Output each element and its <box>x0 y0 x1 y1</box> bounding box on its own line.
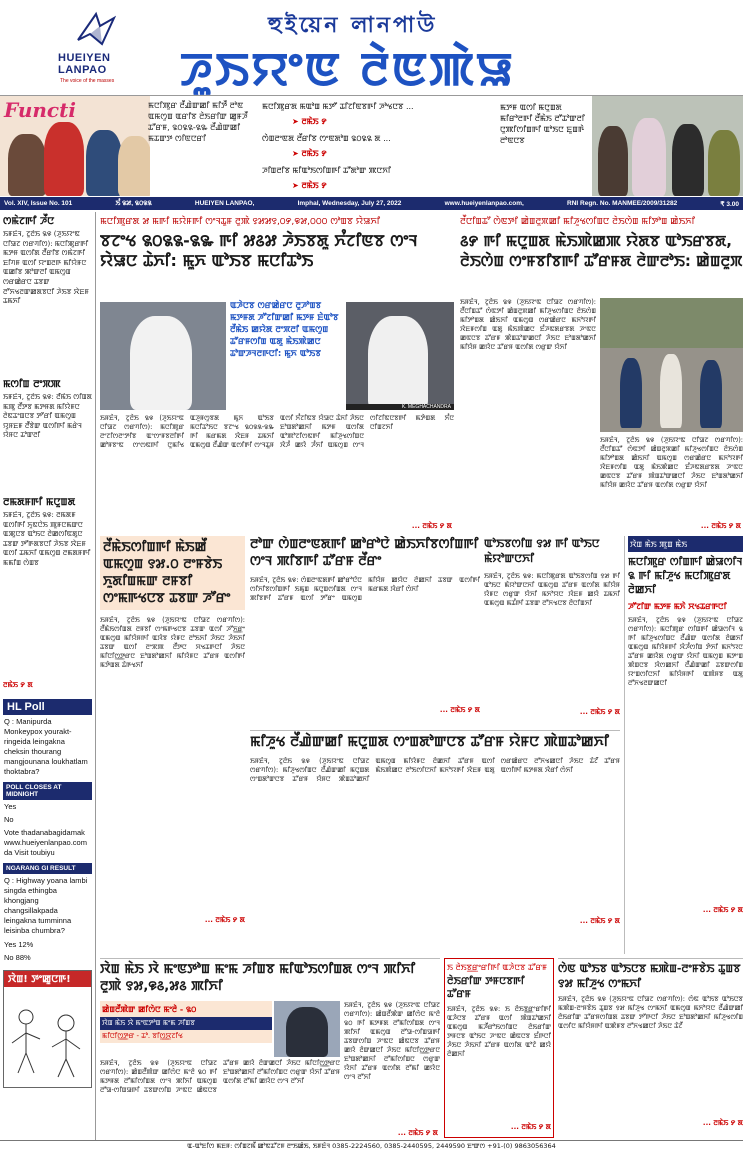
article-graduates[interactable] <box>558 958 743 1138</box>
issue-number: Vol. XIV, Issue No. 101 <box>4 200 73 207</box>
ngarang-result-title: NGARANG GI RESULT <box>3 863 92 874</box>
article-budget-kicker: ꯃꯅꯤꯄꯨꯔꯗ ꯷ ꯃꯒꯤ ꯃꯌꯥꯝꯒꯤ ꯁꯦꯜꯊꯨꯝ ꯂꯨꯄꯥ ꯱꯷꯷꯱,꯰꯸,꯶꯷,꯰꯰꯰ ꯁꯣꯡꯕ ꯌꯥꯎꯈꯤ <box>100 217 381 227</box>
article-state-headline: ꯃꯤꯍꯨꯠ ꯂꯩꯉꯥꯛꯀꯤ ꯃꯅꯨꯡꯗ ꯁꯦꯡꯗꯣꯛꯅꯕ ꯊꯧꯔꯝ ꯌꯥꯝꯅ ꯄꯥꯡꯊꯣꯀꯈꯤ <box>250 734 609 750</box>
article-council-headline: ꯃꯅꯤꯄꯨꯔ ꯁꯤꯡꯒꯤ ꯀꯥꯎꯁꯤꯜ ꯲ ꯒꯤ ꯃꯤꯍꯨꯠ ꯃꯅꯤꯄꯨꯔꯗ ꯂꯥꯀꯈꯤ <box>628 556 743 596</box>
article-kisan-more[interactable]: ... ꯂꯃꯥꯏ ꯸ ꯗ <box>397 1129 438 1137</box>
bird-logo-icon <box>76 10 116 50</box>
article-kanglup-headline: ꯴꯸ ꯒꯤ ꯃꯅꯨꯡꯗ ꯃꯥꯏꯄꯥꯀꯄ ꯌꯥꯗꯕ ꯑꯣꯏꯔꯕꯗ, ꯂꯥꯏꯁꯥꯡ ꯁꯦꯝꯕꯤꯕꯒꯤ ꯊꯧꯔꯝꯗ ꯂꯥꯛꯂꯣꯏ: ꯀꯥꯡꯂꯨꯞ <box>460 232 743 270</box>
article-roads[interactable] <box>100 536 245 954</box>
price: ₹ 3.00 <box>720 200 739 208</box>
article-covid-headline: ꯂꯣꯛ ꯁꯥꯡꯂꯦꯟꯗꯒꯤ ꯀꯣꯔꯣꯅꯥ ꯀꯥꯏꯈꯤꯕꯁꯤꯡꯒꯤ ꯁꯦꯜ ꯄꯤꯕꯒꯤ ꯊꯧꯔꯝ ꯂꯩꯔꯦ <box>250 537 479 569</box>
article-elibrary-more[interactable]: ... ꯂꯃꯥꯏ ꯸ ꯗ <box>510 1123 551 1131</box>
logo[interactable] <box>58 10 128 88</box>
article-budget-headline: ꯕꯖꯦꯠ ꯲꯰꯲꯲-꯲꯳ ꯒꯤ ꯷꯴꯷ ꯍꯥꯏꯕꯗꯨ ꯈꯪꯖꯤꯟꯕ ꯁꯦꯜ ꯌꯥꯎꯅ ꯊꯥꯈꯤ: ꯃꯨꯈ ꯑꯣꯏꯕ ꯃꯅꯤꯊꯣꯏ <box>100 231 418 270</box>
article-elibrary-kicker: ꯏ ꯂꯥꯏꯕ꯭ꯔꯦꯔꯤꯒꯤ ꯑꯍꯥꯅꯕ ꯊꯧꯔꯝ <box>447 963 548 972</box>
brief-3-heading[interactable]: ꯂꯃꯗꯝꯒꯤ ꯃꯅꯨꯡꯗ <box>3 497 76 508</box>
article-roads-headline: ꯂꯩꯃꯥꯏꯁꯤꯡꯒꯤ ꯃꯥꯏꯀꯩ ꯑꯃꯁꯨꯡ ꯱꯷.꯰ ꯂꯦꯝꯕꯥꯏ ꯈꯨꯗꯤꯡꯃꯛ ꯂꯝꯕꯤ ꯁꯦꯃꯒꯠꯅꯕ ꯊꯕꯛ ꯍꯧꯔꯦ <box>100 536 245 610</box>
section-label: Functi <box>4 98 76 122</box>
article-roads-body: ꯏꯝꯐꯥꯜ, ꯖꯨꯂꯥꯏ ꯲꯶ (ꯍꯨꯏꯌꯦꯟ ꯅꯤꯎꯖ ꯁꯔꯚꯤꯁ): ꯂꯩꯃꯥꯏꯁꯤꯡꯗ ꯂꯝꯕꯤ ꯁꯦꯃꯒꯠꯅꯕ ꯊꯕꯛ ꯑꯁꯤ ꯍꯧꯈ꯭ꯔꯦ ꯑꯃꯁꯨꯡ ꯃꯤꯌꯥꯝꯒꯤ ꯑꯋꯥꯕ ꯌꯥꯝꯅ ꯂꯣꯏꯈꯤ ꯍꯥꯏꯅ ꯍꯥꯏꯈꯤ ꯊꯕꯛ ꯑꯁꯤ ꯂꯦꯞꯄ ꯂꯩꯇꯅ ꯆꯠꯊꯒꯅꯤ ꯍꯥꯏꯅ ꯃꯤꯅꯤꯁ꯭ꯇꯔꯅ ꯐꯣꯡꯗꯣꯀꯈꯤ ꯃꯤꯌꯥꯝꯅ ꯊꯧꯔꯝ ꯑꯁꯤꯒꯤ ꯃꯇꯥꯡꯗ ꯊꯥꯒꯠꯈꯤ <box>100 616 245 669</box>
poll-vote-note[interactable]: Vote thadanabagidamak www.hueiyenlanpao.com da Visit toubiyu <box>4 827 87 857</box>
hl-poll <box>3 699 92 964</box>
poll-title: HL Poll <box>3 699 92 715</box>
article-elibrary-body: ꯏꯝꯐꯥꯜ, ꯖꯨꯂꯥꯏ ꯲꯶: ꯏ ꯂꯥꯏꯕ꯭ꯔꯦꯔꯤꯒꯤ ꯑꯍꯥꯅꯕ ꯊꯧꯔꯝ ꯑꯁꯤ ꯄꯥꯡꯊꯣꯀꯈꯤ ꯑꯃꯁꯨꯡ ꯃꯍꯩꯔꯣꯏꯁꯤꯡꯅ ꯂꯥꯏꯔꯤꯛ ꯇꯝꯅꯕ ꯑꯣꯏꯅ ꯍꯦꯟꯅ ꯀꯥꯟꯅꯕ ꯐꯪꯒꯅꯤ ꯍꯥꯏꯅ ꯍꯥꯏꯈꯤ ꯊꯧꯔꯝ ꯑꯁꯤꯗ ꯑꯣꯖꯥ ꯀꯌꯥ ꯂꯥꯀꯈꯤ <box>447 1005 551 1058</box>
masthead <box>0 0 743 96</box>
brief-3-text: ꯏꯝꯐꯥꯜ, ꯖꯨꯂꯥꯏ ꯲꯶: ꯂꯃꯗꯝ ꯑꯁꯤꯒꯤ ꯈꯨꯟꯅꯥꯏ ꯄꯨꯝꯅꯃꯛꯅ ꯑꯄꯨꯅꯕ ꯑꯣꯏꯅ ꯂꯥꯀꯁꯤꯟꯗꯨꯅ ꯊꯕꯛ ꯇꯧꯒꯗꯕꯅꯤ ꯍꯥꯏꯕ ꯋꯥꯐꯝ ꯑꯁꯤ ꯊꯃꯈꯤ ꯑꯃꯁꯨꯡ ꯂꯃꯗꯝꯒꯤ ꯃꯃꯤꯡ ꯁꯥꯡꯕ <box>3 511 91 567</box>
kisan-mela-author: ꯃꯤꯅꯤꯁ꯭ꯇꯔ - ꯊꯣ. ꯕꯤꯁ꯭ꯋꯖꯤꯠ <box>100 1030 272 1043</box>
article-covid[interactable] <box>250 536 480 726</box>
cm-photo[interactable] <box>100 302 226 410</box>
issue-date-meitei: ꯏꯪ ꯲꯷, ꯲꯰꯲꯲ <box>115 200 152 207</box>
article-graduates-more[interactable]: ... ꯂꯃꯥꯏ ꯸ ꯗ <box>702 1119 743 1127</box>
brief-2-heading[interactable]: ꯃꯁꯤꯡ ꯂꯦꯞꯄ <box>3 379 61 390</box>
ngarang-no: No 88% <box>4 952 31 962</box>
article-seventeen-body: ꯏꯝꯐꯥꯜ, ꯖꯨꯂꯥꯏ ꯲꯶: ꯃꯅꯤꯄꯨꯔꯗ ꯑꯣꯏꯕꯁꯤꯡ ꯱꯷ ꯒꯤ ꯑꯣꯏꯅ ꯃꯥꯌꯣꯛꯅꯈꯤ ꯑꯃꯁꯨꯡ ꯊꯧꯔꯝ ꯑꯁꯤꯗ ꯃꯤꯌꯥꯝ ꯌꯥꯝꯅ ꯁꯔꯨꯛ ꯌꯥꯈꯤ ꯃꯈꯣꯌꯅ ꯋꯥꯐꯝ ꯀꯌꯥ ꯊꯃꯈꯤ ꯑꯃꯁꯨꯡ ꯃꯊꯪꯒꯤ ꯊꯕꯛ ꯂꯧꯈꯠꯅꯕ ꯂꯥꯅꯤꯡꯈꯤ <box>484 572 620 607</box>
article-budget-body: ꯏꯝꯐꯥꯜ, ꯖꯨꯂꯥꯏ ꯲꯶ (ꯍꯨꯏꯌꯦꯟ ꯅꯤꯎꯖ ꯁꯔꯚꯤꯁ): ꯃꯅꯤꯄꯨꯔ ꯂꯦꯖꯤꯁꯂꯦꯇꯤꯕ ꯑꯦꯁꯦꯝꯕꯂꯤꯒꯤ ꯀꯣꯝꯕꯦꯟ ꯁꯦꯁꯟꯒꯤ ꯅꯨꯃꯤꯠ ꯑꯍꯨꯝꯁꯨꯕꯗ ꯃꯨꯈ ꯑꯣꯏꯕ ꯃꯅꯤꯊꯣꯏꯅ ꯕꯖꯦꯠ ꯲꯰꯲꯲-꯲꯳ ꯒꯤ ꯃꯔꯃꯗ ꯋꯥꯐꯝ ꯊꯃꯈꯤ ꯑꯃꯁꯨꯡ ꯂꯩꯉꯥꯛ ꯑꯁꯤꯒꯤ ꯁꯦꯜꯊꯨꯝ ꯑꯁꯤ ꯈꯪꯖꯤꯟꯕ ꯌꯥꯎꯅ ꯊꯥꯈꯤ ꯍꯥꯏꯅ ꯐꯣꯡꯗꯣꯀꯈꯤ ꯃꯇꯝ ꯑꯁꯤꯗ ꯑꯣꯄꯣꯖꯤꯁꯟꯒꯤ ꯃꯤꯍꯨꯠꯁꯤꯡꯅ ꯋꯥꯍꯪ ꯀꯌꯥ ꯍꯪꯈꯤ ꯑꯃꯁꯨꯡ ꯁꯦꯜ ꯁꯤꯖꯤꯟꯅꯕꯒꯤ ꯃꯇꯥꯡꯗ ꯈꯪꯅ ꯅꯤꯡꯖꯈꯤ <box>100 414 454 449</box>
strip-left-text: ꯃꯅꯤꯄꯨꯔ ꯂꯩꯉꯥꯛꯀꯤ ꯃꯤꯇꯩ ꯂꯣꯟ ꯑꯃꯁꯨꯡ ꯑꯔꯤꯕ ꯂꯥꯏꯔꯤꯛ ꯀꯨꯝꯍꯩ ꯊꯧꯔꯝ, ꯲꯰꯲꯲-꯲꯳ ꯂꯩꯉꯥꯛꯀꯤ ꯃꯊꯛꯇ ꯁꯤꯟꯅꯔꯤ <box>148 101 248 143</box>
article-council[interactable] <box>624 536 743 954</box>
article-kanglup[interactable] <box>460 214 743 532</box>
rni-number: RNI Regn. No. MANMEE/2009/31282 <box>567 200 678 207</box>
brief-1-heading[interactable]: ꯁꯃꯥꯖꯒꯤ ꯍꯩꯅ <box>3 216 55 227</box>
author-photo[interactable] <box>274 1001 340 1057</box>
paper-name: HUEIYEN LANPAO, <box>194 200 255 207</box>
logo-line1: HUEIYEN <box>58 52 111 64</box>
article-kisan-headline: ꯋꯥꯡ ꯃꯥꯏ ꯋꯥ ꯃꯦꯟꯇꯣꯡ ꯃꯦꯃ ꯍꯤꯡꯕ ꯃꯤꯑꯣꯏꯁꯤꯡꯗ ꯁꯦꯜ ꯄꯤꯈꯤ ꯂꯨꯄꯥ ꯱꯷,꯶꯴,꯷꯴ ꯄꯤꯈꯤ <box>100 962 416 994</box>
issue-info-bar <box>0 197 743 210</box>
logo-line2: LANPAO <box>58 64 107 76</box>
website-link[interactable]: www.hueiyenlanpao.com, <box>444 200 524 207</box>
poll-closes-banner: POLL CLOSES AT MIDNIGHT <box>3 782 92 800</box>
minister-photo[interactable] <box>346 302 454 410</box>
strip-right-text: ꯃꯇꯝ ꯑꯁꯤ ꯃꯅꯨꯡꯗ ꯃꯤꯔꯣꯂꯒꯤ ꯂꯩꯃꯥꯏ ꯂꯧꯊꯣꯛꯂꯤ ꯅꯨꯄꯤꯁꯤꯡꯒꯤ ꯑꯣꯏꯅ ꯐꯨꯡꯒꯥ ꯂꯣꯟꯅꯕ <box>500 103 585 145</box>
ngarang-yes: Yes 12% <box>4 939 34 949</box>
article-kisan-body-2: ꯏꯝꯐꯥꯜ, ꯖꯨꯂꯥꯏ ꯲꯶ (ꯍꯨꯏꯌꯦꯟ ꯅꯤꯎꯖ ꯁꯔꯚꯤꯁ): ꯀꯥꯡꯂꯩꯄꯥꯛ ꯀꯤꯁꯥꯅ ꯃꯦꯂꯥ ꯲꯰ ꯒꯤ ꯃꯇꯝꯗ ꯂꯧꯃꯤꯁꯤꯡꯗ ꯁꯦꯜ ꯄꯤꯈꯤ ꯑꯃꯁꯨꯡ ꯂꯧꯎ-ꯁꯤꯡꯎꯒꯤ ꯊꯕꯛꯁꯤꯡ ꯍꯦꯟꯅ ꯀꯥꯟꯅꯕ ꯊꯧꯔꯝ ꯀꯌꯥ ꯂꯥꯛꯀꯅꯤ ꯍꯥꯏꯅ ꯃꯤꯅꯤꯁ꯭ꯇꯔꯅ ꯐꯣꯡꯗꯣꯀꯈꯤ ꯂꯧꯃꯤꯁꯤꯡꯅ ꯁꯔꯨꯛ ꯌꯥꯈꯤ ꯊꯧꯔꯝ ꯑꯁꯤꯗ ꯂꯧꯃꯤ ꯀꯌꯥꯅ ꯁꯦꯜ ꯂꯧꯈꯤ <box>344 1001 440 1081</box>
article-kisan-body: ꯏꯝꯐꯥꯜ, ꯖꯨꯂꯥꯏ ꯲꯶ (ꯍꯨꯏꯌꯦꯟ ꯅꯤꯎꯖ ꯁꯔꯚꯤꯁ): ꯀꯥꯡꯂꯩꯄꯥꯛ ꯀꯤꯁꯥꯅ ꯃꯦꯂꯥ ꯲꯰ ꯒꯤ ꯃꯇꯝꯗ ꯂꯧꯃꯤꯁꯤꯡꯗ ꯁꯦꯜ ꯄꯤꯈꯤ ꯑꯃꯁꯨꯡ ꯂꯧꯎ-ꯁꯤꯡꯎꯒꯤ ꯊꯕꯛꯁꯤꯡ ꯍꯦꯟꯅ ꯀꯥꯟꯅꯕ ꯊꯧꯔꯝ ꯀꯌꯥ ꯂꯥꯛꯀꯅꯤ ꯍꯥꯏꯅ ꯃꯤꯅꯤꯁ꯭ꯇꯔꯅ ꯐꯣꯡꯗꯣꯀꯈꯤ ꯂꯧꯃꯤꯁꯤꯡꯅ ꯁꯔꯨꯛ ꯌꯥꯈꯤ ꯊꯧꯔꯝ ꯑꯁꯤꯗ ꯂꯧꯃꯤ ꯀꯌꯥꯅ ꯁꯦꯜ ꯂꯧꯈꯤ <box>100 1059 340 1094</box>
article-council-kicker: ꯋꯥꯡ ꯃꯥꯏ ꯄꯨꯡ ꯃꯥꯏ <box>628 536 743 552</box>
teaser-1[interactable]: ꯃꯅꯤꯄꯨꯔꯗ ꯃꯑꯣꯡ ꯃꯇꯧ ꯊꯤꯖꯤꯟꯕꯒꯤ ꯍꯣꯠꯅꯕ ... ➤ ꯂꯃꯥꯏ ꯸ <box>262 102 414 126</box>
article-seventeen[interactable] <box>484 536 620 726</box>
minister-caption: K. MEGHACHANDRA <box>346 404 454 410</box>
place-date: Imphal, Wednesday, July 27, 2022 <box>297 200 402 207</box>
left-column <box>0 212 96 1140</box>
article-covid-more[interactable]: ... ꯂꯃꯥꯏ ꯸ ꯗ <box>439 706 480 714</box>
article-roads-more[interactable]: ... ꯂꯃꯥꯏ ꯸ ꯗ <box>204 916 245 924</box>
protest-photo[interactable] <box>592 96 743 196</box>
article-kisan[interactable] <box>100 958 440 1138</box>
poll-question: Q : Manipurda Monkeypox yourakt-ringeida leingakna cheksin thourang mangjounana loukhatlam thoktabra? <box>4 716 88 776</box>
cartoon-title: ꯋꯥꯡ! ꯇꯦꯀꯨꯅꯒ! <box>4 971 91 987</box>
article-elibrary[interactable] <box>444 958 554 1138</box>
kisan-mela-box <box>100 1001 272 1051</box>
ngarang-question: Q : Highway yoana lambi singda ethingba khongjang changsillakpada leingakna tumminna leisinba chumbra? <box>4 875 88 935</box>
article-council-more[interactable]: ... ꯂꯃꯥꯏ ꯸ ꯗ <box>702 906 743 914</box>
article-seventeen-headline: ꯑꯣꯏꯕꯁꯤꯡ ꯱꯷ ꯒꯤ ꯑꯣꯏꯅ ꯃꯥꯌꯣꯛꯅꯈꯤ <box>484 537 600 565</box>
poll-no-option[interactable]: No <box>4 814 14 824</box>
cartoon-drawing-icon <box>4 987 92 1085</box>
kisan-mela-sub: ꯋꯥꯡ ꯃꯥꯏ ꯋꯥ ꯃꯦꯟꯇꯣꯡ ꯃꯦꯃ ꯍꯤꯡꯕ <box>100 1017 272 1030</box>
article-elibrary-headline: ꯂꯥꯏꯔꯤꯛ ꯇꯝꯅꯕꯒꯤ ꯊꯧꯔꯝ <box>447 976 525 1000</box>
article-covid-body: ꯏꯝꯐꯥꯜ, ꯖꯨꯂꯥꯏ ꯲꯶: ꯁꯥꯡꯂꯦꯟꯗꯒꯤ ꯀꯣꯔꯣꯅꯥꯅ ꯁꯤꯈꯤꯕꯁꯤꯡꯒꯤ ꯏꯃꯨꯡ ꯃꯅꯨꯡꯁꯤꯡꯗ ꯁꯦꯜ ꯄꯤꯕꯒꯤ ꯊꯧꯔꯝ ꯑꯁꯤ ꯇꯧꯔꯦ ꯑꯃꯁꯨꯡ ꯃꯤꯌꯥꯝ ꯀꯌꯥꯅ ꯂꯥꯀꯈꯤ ꯊꯕꯛ ꯑꯁꯤꯒꯤ ꯃꯔꯃꯗ ꯋꯥꯔꯤ ꯁꯥꯈꯤ <box>250 576 480 602</box>
article-graduates-headline: ꯁꯥꯟ ꯑꯣꯏꯕ ꯑꯣꯏꯅꯕ ꯃꯄꯥꯡ-ꯂꯦꯝꯕꯥꯏ ꯊꯨꯡꯕ ꯱꯷ ꯃꯤꯍꯨꯠ ꯁꯦꯃꯈꯤ <box>558 962 741 990</box>
top-strip <box>0 95 743 195</box>
teaser-2[interactable]: ꯁꯥꯡꯂꯦꯟꯗ ꯂꯩꯔꯤꯕ ꯁꯦꯟꯗꯣꯡ ꯲꯰꯲꯲ ꯗ ... ➤ ꯂꯃꯥꯏ ꯸ <box>262 134 391 158</box>
article-state-more[interactable]: ... ꯂꯃꯥꯏ ꯸ ꯗ <box>579 917 620 925</box>
crowd-photo[interactable] <box>600 298 743 432</box>
article-council-body: ꯏꯝꯐꯥꯜ, ꯖꯨꯂꯥꯏ ꯲꯶ (ꯍꯨꯏꯌꯦꯟ ꯅꯤꯎꯖ ꯁꯔꯚꯤꯁ): ꯃꯅꯤꯄꯨꯔ ꯁꯤꯡꯒꯤ ꯀꯥꯎꯁꯤꯜ ꯲ ꯒꯤ ꯃꯤꯍꯨꯠꯁꯤꯡꯅ ꯂꯩꯉꯥꯛ ꯑꯁꯤꯗ ꯂꯥꯀꯈꯤ ꯑꯃꯁꯨꯡ ꯃꯤꯌꯥꯝꯒꯤ ꯋꯥꯍꯪꯁꯤꯡ ꯇꯥꯈꯤ ꯃꯈꯣꯌꯅ ꯊꯧꯔꯝ ꯀꯌꯥꯗ ꯁꯔꯨꯛ ꯌꯥꯈꯤ ꯑꯃꯁꯨꯡ ꯃꯇꯦꯡ ꯄꯥꯡꯅꯕ ꯋꯥꯁꯀꯈꯤ ꯂꯩꯉꯥꯛꯀꯤ ꯊꯕꯛꯁꯤꯡ ꯌꯦꯡꯁꯤꯅꯈꯤ ꯃꯤꯌꯥꯝꯒꯤ ꯑꯄꯥꯝꯕ ꯑꯗꯨ ꯂꯧꯈꯠꯂꯛꯀꯅꯤ <box>628 616 743 687</box>
article-state-body: ꯏꯝꯐꯥꯜ, ꯖꯨꯂꯥꯏ ꯲꯶ (ꯍꯨꯏꯌꯦꯟ ꯅꯤꯎꯖ ꯁꯔꯚꯤꯁ): ꯃꯤꯍꯨꯠꯁꯤꯡꯅ ꯂꯩꯉꯥꯛꯀꯤ ꯃꯅꯨꯡꯗ ꯁꯦꯡꯗꯣꯛꯅꯕ ꯊꯧꯔꯝ ꯌꯥꯝꯅ ꯄꯥꯡꯊꯣꯀꯈꯤ ꯑꯃꯁꯨꯡ ꯃꯤꯌꯥꯝꯅ ꯂꯥꯀꯈꯤ ꯊꯧꯔꯝ ꯑꯁꯤ ꯃꯥꯏꯄꯥꯀꯅ ꯂꯣꯏꯁꯤꯅꯈꯤ ꯃꯈꯣꯌꯒꯤ ꯋꯥꯐꯝ ꯑꯗꯨ ꯁꯔꯀꯥꯔꯅ ꯂꯧꯈꯠꯀꯅꯤ ꯍꯥꯏꯅ ꯊꯥꯖꯩ ꯊꯧꯔꯝ ꯑꯁꯤꯒꯤ ꯃꯇꯝꯗ ꯋꯥꯔꯤ ꯁꯥꯈꯤ <box>250 757 620 783</box>
teaser-3[interactable]: ꯍꯤꯡꯂꯤꯕ ꯃꯤꯑꯣꯏꯁꯤꯡꯒꯤ ꯊꯧꯗꯣꯛ ꯄꯅꯈꯤ ➤ ꯂꯃꯥꯏ ꯸ <box>262 166 391 190</box>
article-budget-quote: ꯑꯍꯥꯅꯕ ꯁꯔꯀꯥꯔꯅ ꯂꯨꯍꯣꯡꯕ ꯃꯇꯝꯗ ꯍꯧꯖꯤꯛꯀꯤ ꯃꯇꯝ ꯐꯥꯑꯣꯕ ꯂꯩꯃꯥꯏ ꯀꯌꯥꯗ ꯂꯦꯞꯂꯤ ꯑꯃꯁꯨꯡ ꯊꯧꯔꯝꯁꯤꯡ ꯑꯗꯨ ꯃꯥꯏꯄꯥꯀꯅ ꯊꯣꯛꯍꯜꯂꯒꯅꯤ: ꯃꯨꯈ ꯑꯣꯏꯕ <box>230 301 339 359</box>
poll-yes-option[interactable]: Yes <box>4 801 17 811</box>
brief-1-text: ꯏꯝꯐꯥꯜ, ꯖꯨꯂꯥꯏ ꯲꯶ (ꯍꯨꯏꯌꯦꯟ ꯅꯤꯎꯖ ꯁꯔꯚꯤꯁ): ꯃꯅꯤꯄꯨꯔꯒꯤ ꯃꯇꯝ ꯑꯁꯤꯗ ꯂꯩꯔꯤꯕ ꯁꯃꯥꯖꯒꯤ ꯐꯤꯚꯝ ꯑꯁꯤ ꯌꯦꯡꯂꯒ ꯃꯤꯌꯥꯝꯅ ꯑꯀꯤꯕ ꯄꯣꯛꯂꯤ ꯑꯃꯁꯨꯡ ꯁꯔꯀꯥꯔꯅ ꯊꯕꯛ ꯂꯧꯈꯠꯂꯛꯀꯗꯕꯅꯤ ꯍꯥꯏꯕ ꯋꯥꯐꯝ ꯊꯃꯈꯤ <box>3 230 89 306</box>
article-kanglup-kicker: ꯂꯩꯅꯤꯡꯊꯧ ꯁꯥꯟꯇꯤ ꯀꯥꯡꯂꯨꯞꯀꯤ ꯃꯤꯍꯨꯠꯁꯤꯡꯅ ꯂꯥꯏꯁꯥꯡ ꯃꯤꯇꯣꯡ ꯀꯥꯏꯈꯤ <box>460 217 695 227</box>
article-graduates-body: ꯏꯝꯐꯥꯜ, ꯖꯨꯂꯥꯏ ꯲꯶ (ꯍꯨꯏꯌꯦꯟ ꯅꯤꯎꯖ ꯁꯔꯚꯤꯁ): ꯁꯥꯟ ꯑꯣꯏꯕ ꯑꯣꯏꯅꯕ ꯃꯄꯥꯡ-ꯂꯦꯝꯕꯥꯏ ꯊꯨꯡꯕ ꯱꯷ ꯃꯤꯍꯨꯠ ꯁꯦꯃꯈꯤ ꯑꯃꯁꯨꯡ ꯃꯈꯣꯌꯅ ꯂꯩꯉꯥꯛꯀꯤ ꯂꯥꯏꯔꯤꯛ ꯊꯧꯔꯝꯁꯤꯡꯗ ꯊꯕꯛ ꯇꯧꯒꯅꯤ ꯍꯥꯏꯅ ꯐꯣꯡꯗꯣꯀꯈꯤ ꯃꯤꯍꯨꯠꯁꯤꯡ ꯑꯁꯤꯅ ꯃꯤꯌꯥꯝꯒꯤ ꯑꯄꯥꯝꯕ ꯂꯧꯈꯠꯀꯅꯤ ꯍꯥꯏꯅ ꯊꯥꯖꯩ <box>558 995 743 1030</box>
article-kanglup-body: ꯏꯝꯐꯥꯜ, ꯖꯨꯂꯥꯏ ꯲꯶ (ꯍꯨꯏꯌꯦꯟ ꯅꯤꯎꯖ ꯁꯔꯚꯤꯁ): ꯂꯩꯅꯤꯡꯊꯧ ꯁꯥꯟꯇꯤ ꯀꯥꯡꯂꯨꯞꯀꯤ ꯃꯤꯍꯨꯠꯁꯤꯡꯅ ꯂꯥꯏꯁꯥꯡ ꯃꯤꯇꯣꯡꯗ ꯀꯥꯏꯈꯤ ꯑꯃꯁꯨꯡ ꯁꯔꯀꯥꯔꯅ ꯃꯈꯣꯌꯒꯤ ꯋꯥꯐꯝꯁꯤꯡ ꯑꯗꯨ ꯃꯥꯏꯄꯥꯀꯅ ꯐꯪꯍꯟꯗꯔꯕꯗ ꯍꯦꯟꯅ ꯀꯟꯅꯕ ꯊꯧꯔꯝ ꯄꯥꯡꯊꯣꯛꯀꯅꯤ ꯍꯥꯏꯅ ꯐꯣꯡꯗꯣꯀꯈꯤ ꯃꯤꯌꯥꯝ ꯀꯌꯥꯅ ꯊꯧꯔꯝ ꯑꯁꯤꯗ ꯁꯔꯨꯛ ꯌꯥꯈꯤ <box>460 298 596 351</box>
cartoon[interactable] <box>3 970 92 1088</box>
article-state[interactable] <box>250 730 620 954</box>
brief-3-more[interactable]: ꯂꯃꯥꯏ ꯸ ꯗ <box>3 681 33 689</box>
article-seventeen-more[interactable]: ... ꯂꯃꯥꯏ ꯸ ꯗ <box>579 708 620 716</box>
kisan-mela-title: ꯀꯥꯡꯂꯩꯄꯥꯛ ꯀꯤꯁꯥꯅ ꯃꯦꯂꯥ - ꯲꯰ <box>100 1001 272 1017</box>
article-kanglup-body-2: ꯏꯝꯐꯥꯜ, ꯖꯨꯂꯥꯏ ꯲꯶ (ꯍꯨꯏꯌꯦꯟ ꯅꯤꯎꯖ ꯁꯔꯚꯤꯁ): ꯂꯩꯅꯤꯡꯊꯧ ꯁꯥꯟꯇꯤ ꯀꯥꯡꯂꯨꯞꯀꯤ ꯃꯤꯍꯨꯠꯁꯤꯡꯅ ꯂꯥꯏꯁꯥꯡ ꯃꯤꯇꯣꯡꯗ ꯀꯥꯏꯈꯤ ꯑꯃꯁꯨꯡ ꯁꯔꯀꯥꯔꯅ ꯃꯈꯣꯌꯒꯤ ꯋꯥꯐꯝꯁꯤꯡ ꯑꯗꯨ ꯃꯥꯏꯄꯥꯀꯅ ꯐꯪꯍꯟꯗꯔꯕꯗ ꯍꯦꯟꯅ ꯀꯟꯅꯕ ꯊꯧꯔꯝ ꯄꯥꯡꯊꯣꯛꯀꯅꯤ ꯍꯥꯏꯅ ꯐꯣꯡꯗꯣꯀꯈꯤ ꯃꯤꯌꯥꯝ ꯀꯌꯥꯅ ꯊꯧꯔꯝ ꯑꯁꯤꯗ ꯁꯔꯨꯛ ꯌꯥꯈꯤ <box>600 436 743 489</box>
article-council-sub: ꯍꯧꯖꯤꯛ ꯃꯇꯝ ꯃꯈꯥ ꯆꯠꯊꯔꯒꯅꯤ <box>628 602 727 611</box>
brief-2-text: ꯏꯝꯐꯥꯜ, ꯖꯨꯂꯥꯏ ꯲꯶: ꯂꯩꯃꯥꯏ ꯁꯤꯡꯗ ꯃꯄꯨ ꯂꯩꯇꯕ ꯃꯇꯝꯗ ꯃꯤꯌꯥꯝꯅ ꯂꯥꯟꯊꯦꯡꯅꯕ ꯇꯧꯔꯤ ꯑꯃꯁꯨꯡ ꯌꯨꯝꯐꯝ ꯂꯩꯕꯥꯛ ꯑꯁꯤꯒꯤ ꯃꯔꯥꯜ ꯌꯥꯝꯅ ꯊꯣꯛꯂꯤ <box>3 393 92 440</box>
article-kanglup-more[interactable]: ... ꯂꯃꯥꯏ ꯸ ꯗ <box>700 522 741 530</box>
footer-contact: ꯑ-ꯑꯣꯐꯤꯁ ꯃꯐꯝ: ꯁꯤꯡꯖꯃꯩ ꯀꯣꯟꯊꯧꯖꯝ ꯂꯦꯏꯀꯥꯏ, ꯏꯝꯐꯥꯜ 0385-2224560, 0385-2440595, 2449590 ꯐꯦꯛꯁ +91-(0) 9863056364 <box>0 1140 743 1150</box>
article-budget-more[interactable]: ... ꯂꯃꯥꯏ ꯸ ꯗ <box>411 522 452 530</box>
title-bengali: হুইয়েন লানপাউ <box>268 13 438 38</box>
logo-tagline: The voice of the masses <box>60 78 115 84</box>
title-meitei: ꯍꯨꯏꯌꯦꯟ ꯂꯥꯟꯄꯥꯎ <box>180 42 516 96</box>
function-photo[interactable] <box>0 96 150 196</box>
article-budget[interactable] <box>100 214 454 532</box>
